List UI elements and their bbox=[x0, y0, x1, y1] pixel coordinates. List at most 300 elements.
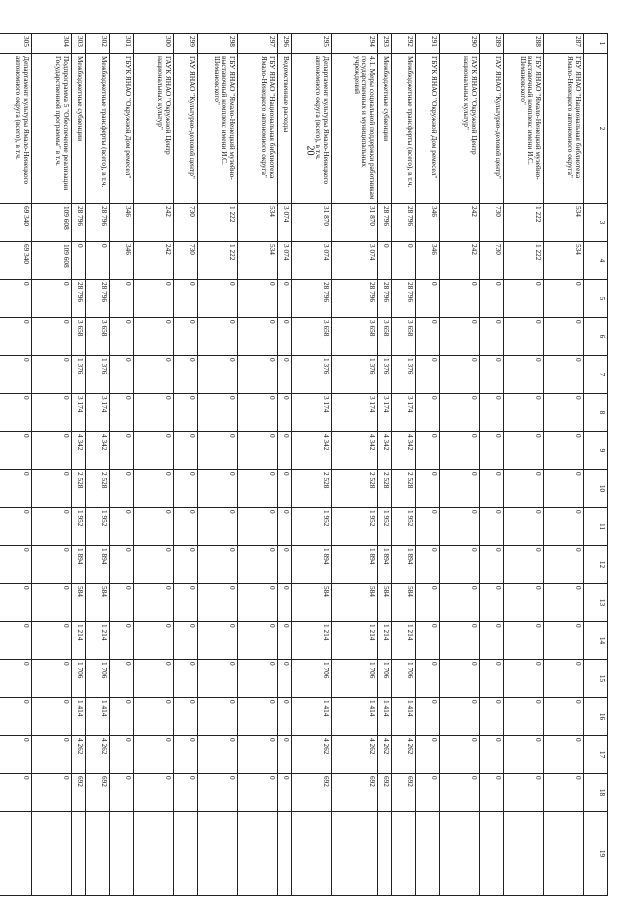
cell-col-7: 0 bbox=[504, 356, 544, 394]
cell-col-8: 0 bbox=[544, 394, 584, 432]
cell-col-15: 0 bbox=[278, 660, 292, 698]
cell-col-10: 0 bbox=[544, 470, 584, 508]
cell-col-13: 0 bbox=[544, 584, 584, 622]
cell-col-9: 0 bbox=[174, 432, 198, 470]
cell-col-3: 534 bbox=[238, 204, 278, 242]
row-number: 303 bbox=[72, 34, 86, 54]
column-number-13: 13 bbox=[584, 584, 608, 622]
cell-col-11: 1 952 bbox=[332, 508, 378, 546]
cell-col-4: 3 074 bbox=[332, 242, 378, 280]
cell-col-15: 0 bbox=[110, 660, 134, 698]
row-number: 300 bbox=[134, 34, 174, 54]
cell-col-10: 0 bbox=[198, 470, 238, 508]
cell-col-4: 0 bbox=[378, 242, 392, 280]
column-number-4: 4 bbox=[584, 242, 608, 280]
cell-col-6: 3 658 bbox=[72, 318, 86, 356]
cell-col-6: 0 bbox=[504, 318, 544, 356]
cell-col-17: 0 bbox=[198, 736, 238, 774]
cell-col-12: 1 894 bbox=[392, 546, 416, 584]
cell-col-7: 0 bbox=[278, 356, 292, 394]
cell-col-9: 4 342 bbox=[332, 432, 378, 470]
cell-col-16: 1 414 bbox=[332, 698, 378, 736]
cell-col-12: 0 bbox=[278, 546, 292, 584]
cell-col-11: 0 bbox=[544, 508, 584, 546]
cell-col-18: 692 bbox=[392, 774, 416, 812]
table-row bbox=[416, 34, 440, 896]
cell-col-6: 3 658 bbox=[86, 318, 110, 356]
cell-col-19 bbox=[278, 812, 292, 896]
cell-col-4: 109 608 bbox=[32, 242, 72, 280]
cell-col-11: 0 bbox=[504, 508, 544, 546]
cell-col-4: 534 bbox=[238, 242, 278, 280]
cell-col-7: 0 bbox=[174, 356, 198, 394]
row-name: ГБУ ЯНАО "Ямало-Ненецкий музейно-выставочный комплекс имени И.С. Шемановского" bbox=[504, 54, 544, 204]
cell-col-12: 0 bbox=[0, 546, 32, 584]
cell-col-4: 3 074 bbox=[292, 242, 332, 280]
cell-col-16: 1 414 bbox=[378, 698, 392, 736]
cell-col-11: 0 bbox=[32, 508, 72, 546]
cell-col-12: 1 894 bbox=[332, 546, 378, 584]
cell-col-12: 0 bbox=[110, 546, 134, 584]
cell-col-6: 3 658 bbox=[392, 318, 416, 356]
cell-col-17: 0 bbox=[32, 736, 72, 774]
cell-col-7: 0 bbox=[544, 356, 584, 394]
cell-col-16: 0 bbox=[134, 698, 174, 736]
cell-col-10: 0 bbox=[416, 470, 440, 508]
cell-col-5: 0 bbox=[480, 280, 504, 318]
row-number: 287 bbox=[544, 34, 584, 54]
cell-col-9: 0 bbox=[0, 432, 32, 470]
cell-col-18: 0 bbox=[0, 774, 32, 812]
cell-col-3: 3 074 bbox=[278, 204, 292, 242]
cell-col-17: 0 bbox=[440, 736, 480, 774]
cell-col-11: 0 bbox=[0, 508, 32, 546]
cell-col-4: 534 bbox=[544, 242, 584, 280]
cell-col-14: 0 bbox=[440, 622, 480, 660]
cell-col-3: 28 796 bbox=[86, 204, 110, 242]
cell-col-6: 0 bbox=[134, 318, 174, 356]
cell-col-18: 0 bbox=[416, 774, 440, 812]
cell-col-13: 0 bbox=[416, 584, 440, 622]
cell-col-3: 346 bbox=[416, 204, 440, 242]
row-name: ГБУ ЯНАО "Национальная библиотека Ямало-Ненецкого автономного округа" bbox=[238, 54, 278, 204]
cell-col-19 bbox=[32, 812, 72, 896]
cell-col-6: 0 bbox=[198, 318, 238, 356]
cell-col-14: 0 bbox=[504, 622, 544, 660]
cell-col-6: 0 bbox=[174, 318, 198, 356]
cell-col-17: 0 bbox=[480, 736, 504, 774]
cell-col-6: 3 658 bbox=[292, 318, 332, 356]
cell-col-11: 1 952 bbox=[292, 508, 332, 546]
table-row bbox=[480, 34, 504, 896]
row-name: Межбюджетные субвенции bbox=[378, 54, 392, 204]
cell-col-19 bbox=[134, 812, 174, 896]
cell-col-9: 0 bbox=[134, 432, 174, 470]
cell-col-17: 4 262 bbox=[378, 736, 392, 774]
cell-col-7: 1 376 bbox=[392, 356, 416, 394]
cell-col-12: 1 894 bbox=[72, 546, 86, 584]
cell-col-6: 0 bbox=[480, 318, 504, 356]
cell-col-6: 0 bbox=[278, 318, 292, 356]
table-row bbox=[292, 34, 332, 896]
cell-col-18: 0 bbox=[110, 774, 134, 812]
cell-col-18: 692 bbox=[292, 774, 332, 812]
cell-col-7: 1 376 bbox=[72, 356, 86, 394]
cell-col-14: 0 bbox=[416, 622, 440, 660]
table-row bbox=[134, 34, 174, 896]
cell-col-17: 0 bbox=[110, 736, 134, 774]
cell-col-5: 0 bbox=[504, 280, 544, 318]
cell-col-12: 0 bbox=[544, 546, 584, 584]
row-name: ГБУК ЯНАО "Окружной Дом ремесел" bbox=[416, 54, 440, 204]
cell-col-10: 0 bbox=[480, 470, 504, 508]
row-name: Межбюджетные трансферты (всего), в т.ч. bbox=[86, 54, 110, 204]
cell-col-18: 0 bbox=[198, 774, 238, 812]
cell-col-18: 0 bbox=[278, 774, 292, 812]
row-number: 298 bbox=[198, 34, 238, 54]
cell-col-12: 0 bbox=[174, 546, 198, 584]
cell-col-8: 3 174 bbox=[392, 394, 416, 432]
cell-col-17: 0 bbox=[278, 736, 292, 774]
cell-col-8: 3 174 bbox=[86, 394, 110, 432]
cell-col-17: 4 262 bbox=[332, 736, 378, 774]
cell-col-13: 0 bbox=[32, 584, 72, 622]
cell-col-17: 0 bbox=[238, 736, 278, 774]
column-number-10: 10 bbox=[584, 470, 608, 508]
cell-col-4: 1 222 bbox=[198, 242, 238, 280]
cell-col-7: 0 bbox=[32, 356, 72, 394]
cell-col-6: 0 bbox=[32, 318, 72, 356]
cell-col-15: 0 bbox=[504, 660, 544, 698]
cell-col-16: 0 bbox=[278, 698, 292, 736]
table-row bbox=[278, 34, 292, 896]
cell-col-11: 0 bbox=[480, 508, 504, 546]
cell-col-16: 0 bbox=[174, 698, 198, 736]
cell-col-19 bbox=[0, 812, 32, 896]
column-number-15: 15 bbox=[584, 660, 608, 698]
cell-col-12: 0 bbox=[198, 546, 238, 584]
cell-col-14: 0 bbox=[544, 622, 584, 660]
cell-col-11: 1 952 bbox=[72, 508, 86, 546]
cell-col-19 bbox=[440, 812, 480, 896]
cell-col-10: 2 528 bbox=[378, 470, 392, 508]
row-name: Департамент культуры Ямало-Ненецкого автономного округа (всего), в т.ч. bbox=[0, 54, 32, 204]
row-number: 292 bbox=[392, 34, 416, 54]
row-number: 305 bbox=[0, 34, 32, 54]
cell-col-19 bbox=[378, 812, 392, 896]
cell-col-12: 1 894 bbox=[378, 546, 392, 584]
cell-col-8: 0 bbox=[134, 394, 174, 432]
row-name: Межбюджетные субвенции bbox=[72, 54, 86, 204]
cell-col-4: 69 340 bbox=[0, 242, 32, 280]
cell-col-16: 0 bbox=[238, 698, 278, 736]
cell-col-8: 3 174 bbox=[332, 394, 378, 432]
cell-col-14: 0 bbox=[278, 622, 292, 660]
cell-col-16: 1 414 bbox=[292, 698, 332, 736]
table-row bbox=[332, 34, 378, 896]
cell-col-9: 0 bbox=[544, 432, 584, 470]
cell-col-7: 0 bbox=[198, 356, 238, 394]
cell-col-3: 31 870 bbox=[292, 204, 332, 242]
row-number: 294 bbox=[332, 34, 378, 54]
row-name: ГБУК ЯНАО "Окружной Дом ремесел" bbox=[110, 54, 134, 204]
cell-col-15: 0 bbox=[198, 660, 238, 698]
cell-col-15: 1 706 bbox=[72, 660, 86, 698]
table-row bbox=[238, 34, 278, 896]
cell-col-13: 0 bbox=[198, 584, 238, 622]
cell-col-13: 584 bbox=[72, 584, 86, 622]
cell-col-14: 0 bbox=[110, 622, 134, 660]
table-row bbox=[198, 34, 238, 896]
column-number-7: 7 bbox=[584, 356, 608, 394]
row-number: 290 bbox=[440, 34, 480, 54]
cell-col-19 bbox=[174, 812, 198, 896]
cell-col-15: 1 706 bbox=[332, 660, 378, 698]
cell-col-19 bbox=[110, 812, 134, 896]
cell-col-8: 0 bbox=[174, 394, 198, 432]
cell-col-10: 0 bbox=[174, 470, 198, 508]
table-row bbox=[32, 34, 72, 896]
cell-col-18: 692 bbox=[86, 774, 110, 812]
cell-col-14: 1 214 bbox=[72, 622, 86, 660]
cell-col-14: 1 214 bbox=[332, 622, 378, 660]
cell-col-9: 0 bbox=[440, 432, 480, 470]
cell-col-3: 28 796 bbox=[378, 204, 392, 242]
cell-col-15: 0 bbox=[440, 660, 480, 698]
cell-col-11: 0 bbox=[110, 508, 134, 546]
cell-col-12: 0 bbox=[504, 546, 544, 584]
cell-col-8: 3 174 bbox=[72, 394, 86, 432]
cell-col-10: 0 bbox=[440, 470, 480, 508]
table-container bbox=[14, 33, 608, 895]
cell-col-12: 0 bbox=[440, 546, 480, 584]
row-name: ГБУ ЯНАО "Ямало-Ненецкий музейно-выставочный комплекс имени И.С. Шемановского" bbox=[198, 54, 238, 204]
cell-col-9: 0 bbox=[32, 432, 72, 470]
cell-col-13: 0 bbox=[174, 584, 198, 622]
cell-col-5: 28 796 bbox=[392, 280, 416, 318]
cell-col-14: 1 214 bbox=[378, 622, 392, 660]
cell-col-9: 0 bbox=[278, 432, 292, 470]
cell-col-4: 730 bbox=[480, 242, 504, 280]
cell-col-8: 0 bbox=[238, 394, 278, 432]
cell-col-17: 4 262 bbox=[292, 736, 332, 774]
cell-col-14: 0 bbox=[238, 622, 278, 660]
cell-col-5: 0 bbox=[278, 280, 292, 318]
row-name: Подпрограмма 5 "Обеспечение реализации Государственной программы" в т.ч. bbox=[32, 54, 72, 204]
cell-col-7: 1 376 bbox=[332, 356, 378, 394]
cell-col-13: 584 bbox=[292, 584, 332, 622]
row-number: 289 bbox=[480, 34, 504, 54]
cell-col-3: 31 870 bbox=[332, 204, 378, 242]
cell-col-10: 0 bbox=[238, 470, 278, 508]
cell-col-7: 0 bbox=[0, 356, 32, 394]
cell-col-15: 0 bbox=[32, 660, 72, 698]
cell-col-9: 0 bbox=[416, 432, 440, 470]
cell-col-6: 0 bbox=[440, 318, 480, 356]
cell-col-19 bbox=[416, 812, 440, 896]
cell-col-14: 0 bbox=[198, 622, 238, 660]
cell-col-4: 242 bbox=[134, 242, 174, 280]
cell-col-11: 0 bbox=[198, 508, 238, 546]
column-number-16: 16 bbox=[584, 698, 608, 736]
cell-col-7: 0 bbox=[480, 356, 504, 394]
cell-col-5: 0 bbox=[134, 280, 174, 318]
cell-col-5: 28 796 bbox=[86, 280, 110, 318]
cell-col-11: 0 bbox=[134, 508, 174, 546]
cell-col-10: 0 bbox=[0, 470, 32, 508]
cell-col-3: 28 796 bbox=[392, 204, 416, 242]
cell-col-19 bbox=[544, 812, 584, 896]
cell-col-16: 1 414 bbox=[86, 698, 110, 736]
cell-col-17: 4 262 bbox=[86, 736, 110, 774]
cell-col-7: 0 bbox=[134, 356, 174, 394]
cell-col-8: 0 bbox=[480, 394, 504, 432]
cell-col-9: 0 bbox=[110, 432, 134, 470]
cell-col-13: 584 bbox=[378, 584, 392, 622]
cell-col-13: 0 bbox=[110, 584, 134, 622]
cell-col-11: 1 952 bbox=[86, 508, 110, 546]
cell-col-8: 0 bbox=[32, 394, 72, 432]
cell-col-17: 0 bbox=[134, 736, 174, 774]
cell-col-16: 0 bbox=[544, 698, 584, 736]
table-row bbox=[544, 34, 584, 896]
cell-col-18: 692 bbox=[378, 774, 392, 812]
cell-col-15: 1 706 bbox=[392, 660, 416, 698]
cell-col-12: 0 bbox=[416, 546, 440, 584]
cell-col-9: 4 342 bbox=[292, 432, 332, 470]
cell-col-16: 0 bbox=[480, 698, 504, 736]
cell-col-13: 584 bbox=[392, 584, 416, 622]
cell-col-5: 0 bbox=[110, 280, 134, 318]
cell-col-5: 0 bbox=[440, 280, 480, 318]
cell-col-4: 0 bbox=[72, 242, 86, 280]
cell-col-9: 0 bbox=[238, 432, 278, 470]
row-number: 288 bbox=[504, 34, 544, 54]
cell-col-16: 1 414 bbox=[72, 698, 86, 736]
cell-col-13: 0 bbox=[0, 584, 32, 622]
cell-col-6: 0 bbox=[238, 318, 278, 356]
cell-col-13: 0 bbox=[134, 584, 174, 622]
cell-col-14: 0 bbox=[174, 622, 198, 660]
column-number-17: 17 bbox=[584, 736, 608, 774]
cell-col-3: 534 bbox=[544, 204, 584, 242]
column-number-8: 8 bbox=[584, 394, 608, 432]
cell-col-10: 2 528 bbox=[332, 470, 378, 508]
cell-col-10: 2 528 bbox=[392, 470, 416, 508]
row-name: ГБУ ЯНАО "Национальная библиотека Ямало-Ненецкого автономного округа" bbox=[544, 54, 584, 204]
cell-col-13: 584 bbox=[332, 584, 378, 622]
cell-col-7: 1 376 bbox=[86, 356, 110, 394]
cell-col-14: 1 214 bbox=[392, 622, 416, 660]
row-number: 295 bbox=[292, 34, 332, 54]
cell-col-15: 0 bbox=[0, 660, 32, 698]
cell-col-11: 0 bbox=[238, 508, 278, 546]
cell-col-11: 0 bbox=[174, 508, 198, 546]
cell-col-18: 0 bbox=[480, 774, 504, 812]
column-number-18: 18 bbox=[584, 774, 608, 812]
cell-col-16: 0 bbox=[416, 698, 440, 736]
cell-col-9: 0 bbox=[504, 432, 544, 470]
column-number-5: 5 bbox=[584, 280, 608, 318]
cell-col-3: 730 bbox=[174, 204, 198, 242]
cell-col-4: 0 bbox=[86, 242, 110, 280]
cell-col-9: 0 bbox=[480, 432, 504, 470]
table-row bbox=[440, 34, 480, 896]
cell-col-6: 3 658 bbox=[378, 318, 392, 356]
cell-col-12: 0 bbox=[32, 546, 72, 584]
cell-col-16: 0 bbox=[32, 698, 72, 736]
cell-col-14: 0 bbox=[134, 622, 174, 660]
cell-col-5: 28 796 bbox=[72, 280, 86, 318]
cell-col-15: 0 bbox=[238, 660, 278, 698]
table-row bbox=[0, 34, 32, 896]
cell-col-5: 0 bbox=[0, 280, 32, 318]
cell-col-10: 2 528 bbox=[292, 470, 332, 508]
cell-col-17: 0 bbox=[504, 736, 544, 774]
row-number: 297 bbox=[238, 34, 278, 54]
cell-col-8: 0 bbox=[416, 394, 440, 432]
row-number: 301 bbox=[110, 34, 134, 54]
cell-col-3: 346 bbox=[110, 204, 134, 242]
cell-col-3: 1 222 bbox=[504, 204, 544, 242]
cell-col-13: 584 bbox=[86, 584, 110, 622]
cell-col-3: 28 796 bbox=[72, 204, 86, 242]
cell-col-15: 1 706 bbox=[86, 660, 110, 698]
cell-col-5: 28 796 bbox=[292, 280, 332, 318]
cell-col-10: 0 bbox=[134, 470, 174, 508]
cell-col-5: 0 bbox=[544, 280, 584, 318]
cell-col-19 bbox=[72, 812, 86, 896]
column-number-14: 14 bbox=[584, 622, 608, 660]
cell-col-15: 0 bbox=[134, 660, 174, 698]
row-name: ГАУ ЯНАО "Культурно-деловой центр" bbox=[480, 54, 504, 204]
cell-col-7: 1 376 bbox=[292, 356, 332, 394]
cell-col-16: 0 bbox=[198, 698, 238, 736]
cell-col-13: 0 bbox=[480, 584, 504, 622]
cell-col-12: 0 bbox=[480, 546, 504, 584]
table-row bbox=[378, 34, 392, 896]
cell-col-6: 0 bbox=[416, 318, 440, 356]
cell-col-19 bbox=[504, 812, 544, 896]
cell-col-13: 0 bbox=[440, 584, 480, 622]
cell-col-15: 0 bbox=[416, 660, 440, 698]
cell-col-16: 0 bbox=[0, 698, 32, 736]
cell-col-4: 346 bbox=[110, 242, 134, 280]
cell-col-12: 0 bbox=[134, 546, 174, 584]
cell-col-5: 0 bbox=[174, 280, 198, 318]
table-row bbox=[504, 34, 544, 896]
cell-col-10: 0 bbox=[504, 470, 544, 508]
cell-col-17: 0 bbox=[544, 736, 584, 774]
row-number: 291 bbox=[416, 34, 440, 54]
cell-col-11: 0 bbox=[278, 508, 292, 546]
table-row bbox=[174, 34, 198, 896]
cell-col-9: 4 342 bbox=[72, 432, 86, 470]
cell-col-12: 1 894 bbox=[86, 546, 110, 584]
row-number: 304 bbox=[32, 34, 72, 54]
cell-col-4: 242 bbox=[440, 242, 480, 280]
cell-col-18: 0 bbox=[134, 774, 174, 812]
cell-col-19 bbox=[198, 812, 238, 896]
column-number-19: 19 bbox=[584, 812, 608, 896]
cell-col-12: 1 894 bbox=[292, 546, 332, 584]
cell-col-15: 0 bbox=[480, 660, 504, 698]
cell-col-3: 242 bbox=[440, 204, 480, 242]
cell-col-12: 0 bbox=[238, 546, 278, 584]
cell-col-5: 0 bbox=[238, 280, 278, 318]
cell-col-5: 0 bbox=[32, 280, 72, 318]
cell-col-9: 4 342 bbox=[392, 432, 416, 470]
